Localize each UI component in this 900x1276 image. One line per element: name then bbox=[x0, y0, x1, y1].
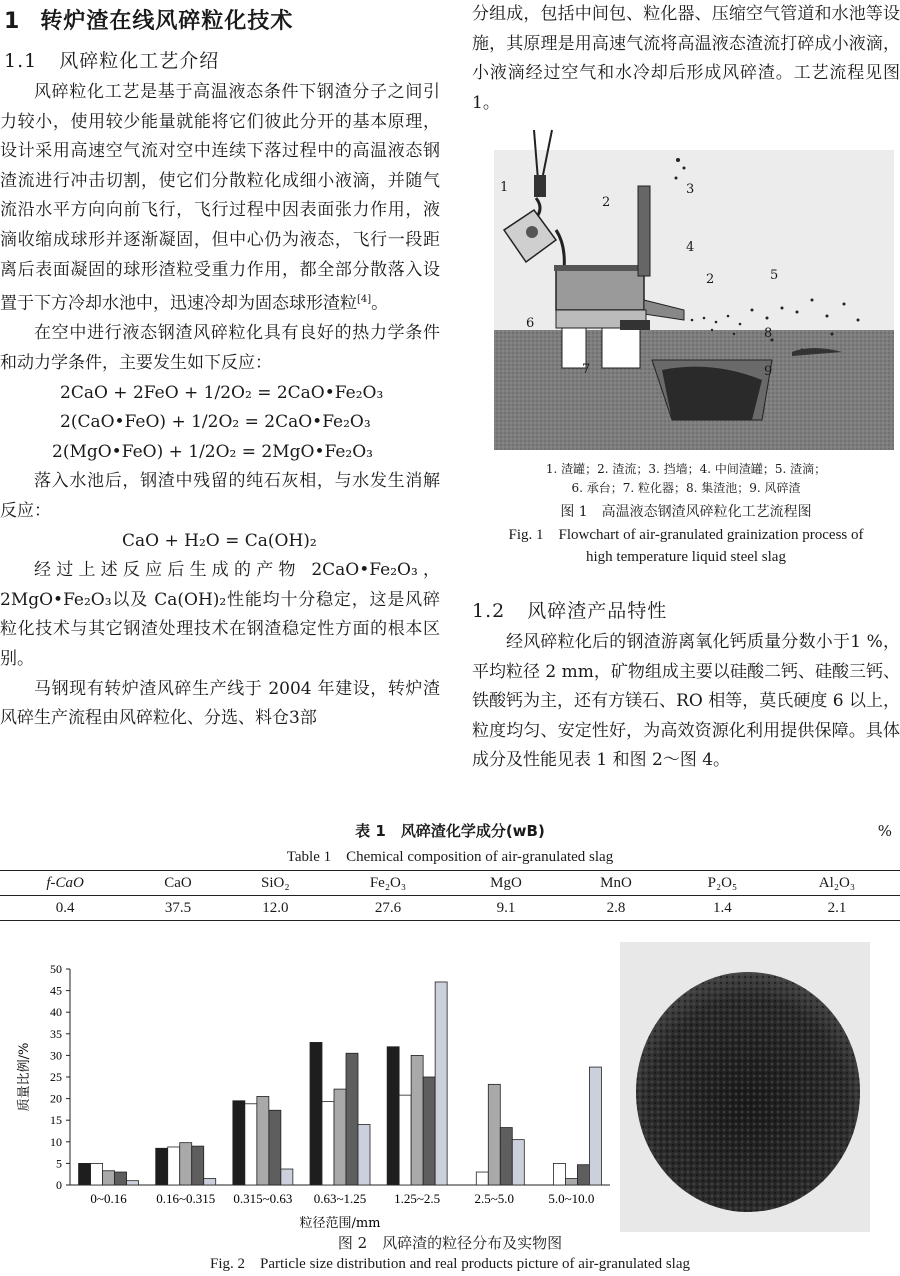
y-tick-label: 40 bbox=[50, 1005, 62, 1020]
table1-header: SiO₂ bbox=[226, 871, 325, 896]
bar bbox=[488, 1084, 500, 1185]
fig1-caption-en-2: high temperature liquid steel slag bbox=[586, 549, 786, 565]
bar bbox=[589, 1067, 601, 1185]
bar bbox=[423, 1077, 435, 1185]
table1-cell: 37.5 bbox=[130, 896, 226, 921]
bar bbox=[310, 1042, 322, 1185]
slag-photo bbox=[620, 942, 870, 1232]
y-tick-label: 0 bbox=[56, 1178, 62, 1192]
table1-header: CaO bbox=[130, 871, 226, 896]
bar bbox=[500, 1128, 512, 1185]
y-tick-label: 10 bbox=[50, 1134, 62, 1149]
bar bbox=[399, 1095, 411, 1185]
paragraph-1 bbox=[0, 78, 440, 319]
y-tick-label: 25 bbox=[50, 1070, 62, 1084]
fig1-caption-zh: 图 1 高温液态钢渣风碎粒化工艺流程图 bbox=[560, 504, 812, 520]
table1-title-en: Table 1 Chemical composition of air-granulated slag bbox=[286, 849, 614, 865]
bar bbox=[322, 1102, 334, 1185]
bar bbox=[387, 1047, 399, 1185]
table1-title-zh: 表 1 风碎渣化学成分(wB) bbox=[355, 822, 545, 840]
table1-cell: 9.1 bbox=[451, 896, 561, 921]
crane-hook bbox=[534, 175, 546, 197]
subsection-heading-1-2 bbox=[472, 594, 900, 628]
table1-cell: 2.8 bbox=[561, 896, 671, 921]
fig1-legend-line-1: 1. 渣罐；2. 渣流；3. 挡墙；4. 中间渣罐；5. 渣滴； bbox=[545, 462, 827, 476]
reference-4[interactable]: [4] bbox=[357, 294, 372, 306]
paragraph-4: 经过上述反应后生成的产物 2CaO•Fe₂O₃，2MgO•Fe₂O₃以及 Ca(OH)₂性能均十分稳定，这是风碎粒化技术与其它钢渣处理技术在钢渣稳定性方面的根本区别。 bbox=[0, 560, 440, 669]
table1-header: f-CaO bbox=[0, 871, 130, 896]
fig2-caption-zh: 图 2 风碎渣的粒径分布及实物图 bbox=[337, 1234, 563, 1252]
y-tick-label: 5 bbox=[56, 1156, 62, 1171]
bar bbox=[346, 1053, 358, 1185]
section-number: 1 bbox=[4, 9, 21, 34]
particle-size-bar-chart bbox=[10, 955, 620, 1235]
table1-header: MnO bbox=[561, 871, 671, 896]
table1 bbox=[0, 870, 900, 921]
fig1-legend bbox=[472, 460, 900, 498]
subsection-number: 1.1 bbox=[4, 50, 38, 72]
equation-2: 2(CaO•FeO) + 1/2O₂ = 2CaO•Fe₂O₃ bbox=[60, 412, 371, 433]
bar bbox=[79, 1163, 91, 1185]
y-tick-label: 50 bbox=[50, 962, 62, 976]
fig1-label-2b: 2 bbox=[706, 272, 715, 287]
x-tick-label: 0.315~0.63 bbox=[233, 1191, 293, 1206]
y-tick-label: 20 bbox=[50, 1091, 62, 1106]
subsection-2-title: 风碎渣产品特性 bbox=[527, 600, 668, 622]
equation-4: CaO + H₂O = Ca(OH)₂ bbox=[122, 530, 317, 551]
paragraph-2: 在空中进行液态钢渣风碎粒化具有良好的热力学条件和动力学条件，主要发生如下反应： bbox=[0, 323, 440, 373]
bar bbox=[269, 1110, 281, 1185]
x-tick-label: 0~0.16 bbox=[90, 1191, 127, 1206]
bar bbox=[127, 1181, 139, 1185]
paragraph-right-2: 经风碎粒化后的钢渣游离氧化钙质量分数小于1 %，平均粒径 2 mm，矿物组成主要以硅酸二钙、硅酸三钙、铁酸钙为主，还有方镁石、RO 相等，莫氏硬度 6 以上，粒度均匀、安定性好，为高效资源化利用提供保障。具体成分及性能见表 1 和图 2～图 4。 bbox=[472, 632, 900, 771]
x-tick-label: 5.0~10.0 bbox=[548, 1191, 595, 1206]
bar bbox=[435, 982, 447, 1185]
bar bbox=[553, 1163, 565, 1185]
bar bbox=[168, 1147, 180, 1185]
table1-cell: 1.4 bbox=[671, 896, 774, 921]
bar bbox=[512, 1140, 524, 1185]
table1-header: MgO bbox=[451, 871, 561, 896]
x-tick-label: 0.16~0.315 bbox=[156, 1191, 216, 1206]
x-tick-label: 1.25~2.5 bbox=[394, 1191, 441, 1206]
subsection-1-2 bbox=[472, 594, 900, 776]
fig1-label-4: 4 bbox=[686, 240, 695, 255]
y-tick-label: 15 bbox=[50, 1113, 62, 1128]
equation-3: 2(MgO•FeO) + 1/2O₂ = 2MgO•Fe₂O₃ bbox=[52, 441, 373, 462]
table1-header-row bbox=[0, 871, 900, 896]
equation-1: 2CaO + 2FeO + 1/2O₂ = 2CaO•Fe₂O₃ bbox=[60, 382, 384, 403]
table1-value-row bbox=[0, 896, 900, 921]
granulator bbox=[620, 320, 650, 330]
paragraph-right-1: 分组成，包括中间包、粒化器、压缩空气管道和水池等设施，其原理是用高速气流将高温液态渣流打碎成小液滴，小液滴经过空气和水冷却后形成风碎渣。工艺流程见图 1。 bbox=[472, 4, 900, 113]
bar bbox=[204, 1179, 216, 1185]
bar bbox=[334, 1089, 346, 1185]
bar bbox=[115, 1172, 127, 1185]
left-column bbox=[0, 0, 440, 734]
paragraph-1-end: 。 bbox=[371, 293, 389, 314]
bar bbox=[156, 1148, 168, 1185]
table1-cell: 0.4 bbox=[0, 896, 130, 921]
subsection-title: 风碎粒化工艺介绍 bbox=[59, 50, 220, 72]
table1-header: P₂O₅ bbox=[671, 871, 774, 896]
bar bbox=[103, 1171, 115, 1185]
subsection-2-number: 1.2 bbox=[472, 600, 506, 622]
table1-unit: % bbox=[877, 822, 892, 840]
bar bbox=[411, 1055, 423, 1185]
flowchart-illustration bbox=[472, 120, 900, 460]
fig1-label-7: 7 bbox=[582, 362, 591, 377]
table1-header: Al₂O₃ bbox=[774, 871, 900, 896]
bar bbox=[233, 1101, 245, 1185]
fig1-label-3: 3 bbox=[686, 182, 695, 197]
tundish bbox=[556, 270, 644, 310]
bar bbox=[358, 1125, 370, 1185]
fig1-label-1: 1 bbox=[500, 180, 509, 195]
fig1-caption-en-1: Fig. 1 Flowchart of air-granulated grainization process of bbox=[508, 527, 864, 543]
x-tick-label: 0.63~1.25 bbox=[313, 1191, 367, 1206]
paragraph-5: 马钢现有转炉渣风碎生产线于 2004 年建设，转炉渣风碎生产流程由风碎粒化、分选、料仓3部 bbox=[0, 678, 440, 729]
bar bbox=[281, 1169, 293, 1185]
section-title: 转炉渣在线风碎粒化技术 bbox=[40, 9, 294, 34]
y-tick-label: 45 bbox=[50, 983, 62, 998]
paragraph-3: 落入水池后，钢渣中残留的纯石灰相，与水发生消解反应： bbox=[0, 471, 440, 521]
x-axis-label: 粒径范围/mm bbox=[299, 1216, 381, 1231]
bar bbox=[91, 1163, 103, 1185]
table1-cell: 2.1 bbox=[774, 896, 900, 921]
fig1-label-5: 5 bbox=[770, 268, 779, 283]
bar bbox=[257, 1096, 269, 1185]
right-column bbox=[472, 0, 900, 118]
barrier-wall bbox=[638, 186, 650, 276]
fig1-legend-line-2: 6. 承台；7. 粒化器；8. 集渣池；9. 风碎渣 bbox=[571, 481, 801, 495]
bar bbox=[565, 1179, 577, 1185]
fig1-label-8: 8 bbox=[764, 326, 773, 341]
bar bbox=[192, 1146, 204, 1185]
y-tick-label: 30 bbox=[50, 1048, 62, 1063]
fig1-label-6: 6 bbox=[526, 316, 535, 331]
x-tick-label: 2.5~5.0 bbox=[474, 1191, 515, 1206]
y-axis-label: 质量比例/% bbox=[17, 1042, 32, 1112]
fig1-label-2a: 2 bbox=[602, 195, 611, 210]
fig2-caption-en: Fig. 2 Particle size distribution and real products picture of air-granulated slag bbox=[210, 1256, 690, 1272]
section-heading bbox=[0, 0, 440, 44]
fig1-label-9: 9 bbox=[764, 364, 773, 379]
table1-cell: 12.0 bbox=[226, 896, 325, 921]
table1-header: Fe₂O₃ bbox=[325, 871, 451, 896]
y-tick-label: 35 bbox=[50, 1026, 62, 1041]
bar bbox=[180, 1143, 192, 1185]
paragraph-1-text: 风碎粒化工艺是基于高温液态条件下钢渣分子之间引力较小，使用较少能量就能将它们彼此分开的基本原理，设计采用高速空气流对空中连续下落过程中的高温液态钢渣流进行冲击切割，使它们分散粒化成细小液滴，并随气流沿水平方向向前飞行，飞行过程中因表面张力作用，液滴收缩成球形并逐渐凝固，但中心仍为液态，飞行一段距离后表面凝固的球形渣粒受重力作用，都全部分散落入设置于下方冷却水池中，迅速冷却为固态球形渣粒 bbox=[0, 82, 440, 314]
bar bbox=[577, 1165, 589, 1185]
bar bbox=[476, 1172, 488, 1185]
table1-cell: 27.6 bbox=[325, 896, 451, 921]
subsection-heading-1-1 bbox=[0, 44, 440, 78]
slag-pile-image bbox=[620, 942, 870, 1232]
figure-1 bbox=[472, 120, 900, 575]
bar bbox=[245, 1104, 257, 1185]
